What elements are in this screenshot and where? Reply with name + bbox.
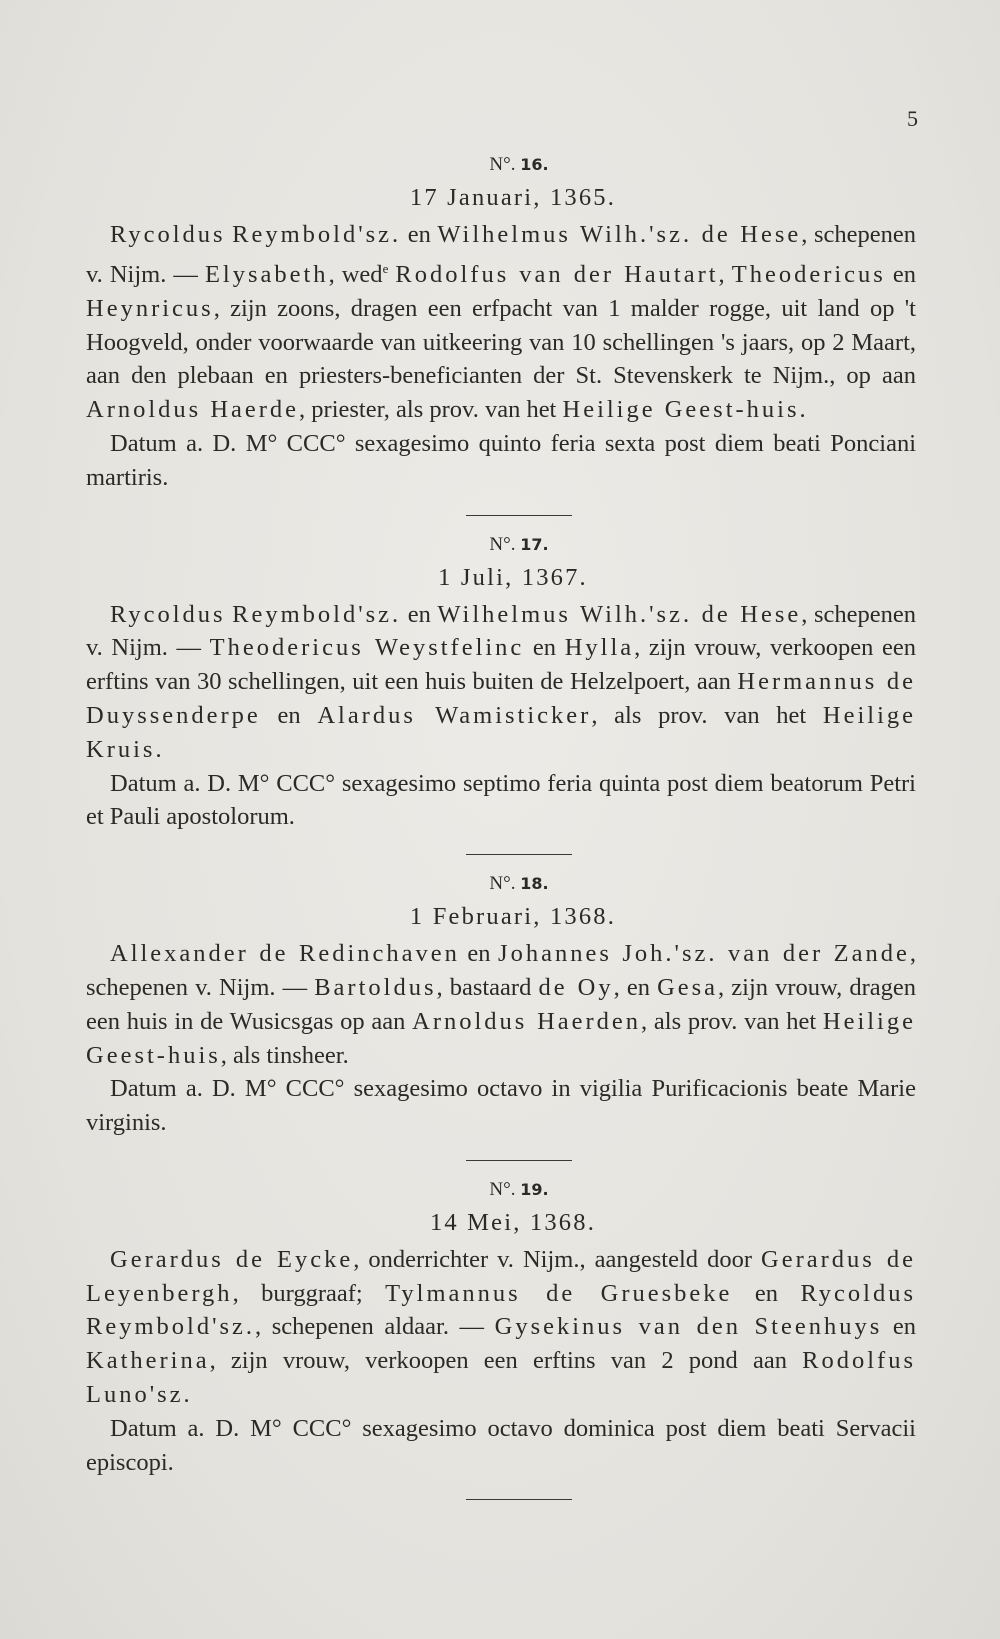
entry-number <box>86 869 916 899</box>
entry-text <box>86 598 916 767</box>
text-run: , zijn vrouw, verkoopen een erftins van 2 pond aan <box>209 1347 803 1375</box>
person-name: de Oy <box>538 973 614 1001</box>
text-run: , bastaard <box>436 973 539 1001</box>
person-name: Gesa <box>657 973 719 1001</box>
text-run: , schepenen v. Nijm. — <box>86 940 917 1001</box>
text-run: , als tinsheer. <box>220 1041 349 1069</box>
entry-19 <box>86 1175 916 1480</box>
person-name: Rycoldus <box>800 1279 917 1307</box>
text-run: en <box>459 940 499 968</box>
entry-datum: Datum a. D. M° CCC° sexagesimo octavo in vigilia Purificacionis beate Marie virginis. <box>86 1075 916 1137</box>
person-name: Hermannus de Duyssenderpe <box>86 668 916 729</box>
number-prefix: N°. <box>489 1178 516 1200</box>
number-value: 19. <box>520 1179 549 1199</box>
person-name: Johannes Joh.'sz. van der Zande <box>498 940 910 968</box>
page-number: 5 <box>907 106 918 131</box>
entry-text <box>86 937 916 1072</box>
person-name: Theodericus Weystfelinc <box>209 634 525 662</box>
person-name: Rycoldus <box>110 600 226 628</box>
entry-number <box>86 530 916 560</box>
text-run: , en <box>613 973 658 1001</box>
person-name: Gysekinus van den Steenhuys <box>494 1313 883 1341</box>
text-run: en <box>401 221 438 248</box>
number-value: 17. <box>520 534 549 554</box>
entry-date: 17 Januari, 1365. <box>409 184 617 211</box>
text-run: e <box>382 260 389 276</box>
person-name: Wilhelmus Wilh.'sz. de Hese <box>437 600 802 628</box>
person-name: Reymbold'sz. <box>86 1313 256 1341</box>
person-name: Alardus Wamisticker <box>317 701 592 729</box>
text-run: , schepenen aldaar. — <box>255 1313 495 1341</box>
entry-datum: Datum a. D. M° CCC° sexagesimo septimo feria quinta post diem beatorum Petri et Pauli apostolorum. <box>86 769 916 831</box>
person-name: Rycoldus <box>110 221 226 248</box>
text-run: . <box>183 1381 190 1409</box>
number-prefix: N°. <box>489 873 516 895</box>
person-name: Heilige Geest-huis <box>86 1007 916 1069</box>
text-run: en <box>885 260 917 288</box>
divider <box>466 1499 572 1500</box>
entry-datum: Datum a. D. M° CCC° sexagesimo octavo dominica post diem beati Servacii episcopi. <box>86 1414 916 1476</box>
entry-datum: Datum a. D. M° CCC° sexagesimo quinto feria sexta post diem beati Ponciani martiris. <box>86 429 916 491</box>
person-name: Bartoldus <box>314 973 437 1001</box>
text-run: , wed <box>328 260 383 288</box>
person-name: Heynricus <box>86 294 214 322</box>
text-run: , schepenen v. Nijm. — <box>86 221 916 288</box>
person-name: Arnoldus Haerden <box>412 1007 642 1035</box>
text-run: , burggraaf; <box>232 1279 386 1307</box>
person-name: Heilige Geest-huis <box>562 396 800 424</box>
number-value: 16. <box>520 155 549 174</box>
number-prefix: N°. <box>489 533 516 555</box>
entry-body <box>86 937 916 1140</box>
text-run: , zijn zoons, dragen een erfpacht van 1 malder rogge, uit land op 't Hoogveld, onder voorwaarde van uitkeering van 10 schellingen 's jaars, op 2 Maart, aan den plebaan en priesters-beneficianten der St. Stevenskerk te Nijm., op aan <box>86 294 916 390</box>
text-run: , zijn vrouw, verkoopen een erftins van 30 schellingen, uit een huis buiten de Helzelpoert, aan <box>86 634 917 696</box>
person-name: Elysabeth <box>204 260 329 288</box>
text-run: , als prov. van het <box>591 701 823 729</box>
divider <box>466 1160 572 1161</box>
number-value: 18. <box>520 874 549 894</box>
document-content <box>86 150 916 1514</box>
person-name: Allexander de Redinchaven <box>110 940 460 968</box>
text-run: en <box>260 701 318 729</box>
entry-body <box>86 1243 916 1480</box>
text-run: , priester, als prov. van het <box>299 396 563 424</box>
person-name: Gerardus de Eycke <box>110 1245 354 1273</box>
text-run: , zijn vrouw, dragen een huis in de Wusicsgas op aan <box>86 973 916 1035</box>
person-name: Reymbold'sz. <box>232 221 402 248</box>
text-run: . <box>155 735 162 763</box>
number-prefix: N°. <box>489 154 516 175</box>
text-run: en <box>524 634 565 662</box>
entry-date: 14 Mei, 1368. <box>429 1208 597 1236</box>
text-run: , <box>718 260 732 288</box>
person-name: Hylla <box>564 634 635 662</box>
person-name: Rodolfus van der Hautart <box>395 260 719 288</box>
text-run: en <box>882 1313 916 1341</box>
entry-number <box>86 150 916 180</box>
person-name: Rodolfus Luno'sz <box>86 1347 916 1409</box>
person-name: Tylmannus de Gruesbeke <box>385 1279 733 1307</box>
person-name: Wilhelmus Wilh.'sz. de Hese <box>437 221 802 248</box>
person-name: Heilige Kruis <box>86 701 917 763</box>
entry-date: 1 Februari, 1368. <box>409 903 617 931</box>
entry-body <box>86 598 916 835</box>
text-run: en <box>401 600 438 628</box>
entry-text <box>86 1243 916 1412</box>
person-name: Theodericus <box>731 260 886 288</box>
entry-text <box>86 218 916 427</box>
entry-17 <box>86 530 916 835</box>
text-run: en <box>732 1279 801 1307</box>
text-run: , als prov. van het <box>641 1007 823 1035</box>
divider <box>466 854 572 855</box>
person-name: Katherina <box>86 1347 210 1375</box>
text-run: . <box>799 396 806 424</box>
entry-number <box>86 1175 916 1205</box>
entry-18 <box>86 869 916 1140</box>
person-name: Arnoldus Haerde <box>86 396 300 424</box>
entry-body <box>86 218 916 495</box>
person-name: Reymbold'sz. <box>232 600 402 628</box>
text-run: , onderrichter v. Nijm., aangesteld door <box>353 1245 762 1273</box>
person-name: Gerardus de Leyenbergh <box>86 1245 916 1307</box>
divider <box>466 515 572 516</box>
entry-16 <box>86 150 916 495</box>
text-run: , schepenen v. Nijm. — <box>86 600 916 662</box>
entry-date: 1 Juli, 1367. <box>438 563 588 591</box>
